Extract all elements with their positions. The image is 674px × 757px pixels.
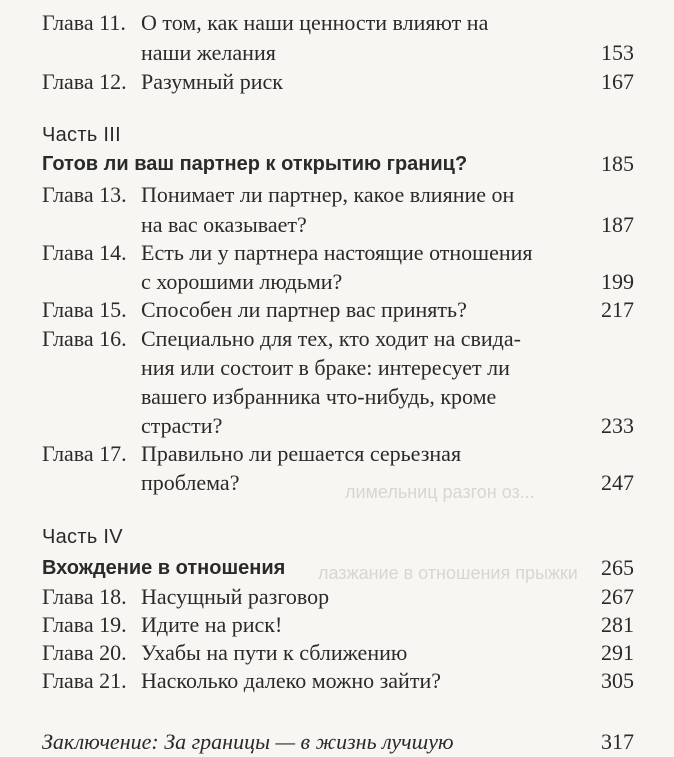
chapter-title: Идите на риск!	[141, 612, 283, 637]
page-number: 265	[601, 555, 634, 580]
toc-entry-ch20[interactable]	[0, 638, 674, 668]
chapter-title: страсти?	[141, 413, 223, 438]
toc-entry-ch16[interactable]	[0, 324, 674, 354]
bleed-through-text: лимельниц разгон оз...	[345, 482, 535, 502]
chapter-label: Глава 13.	[42, 182, 127, 207]
chapter-label: Глава 15.	[42, 297, 127, 322]
toc-entry-ch12[interactable]	[0, 67, 674, 97]
chapter-label: Глава 21.	[42, 668, 127, 693]
chapter-title: вашего избранника что-нибудь, кроме	[141, 384, 497, 409]
toc-entry-ch21[interactable]	[0, 666, 674, 696]
page-number: 291	[601, 640, 634, 665]
toc-entry-part3[interactable]	[0, 149, 674, 179]
toc-entry-ch18[interactable]	[0, 582, 674, 612]
chapter-title: Правильно ли решается серьезная	[141, 441, 462, 466]
toc-entry-ch16-cont[interactable]	[0, 411, 674, 441]
toc-entry-ch17[interactable]	[0, 439, 674, 469]
page-number: 247	[601, 470, 634, 495]
page-number: 185	[601, 151, 634, 176]
part-title: Вхождение в отношения	[42, 557, 286, 579]
page-number: 305	[601, 668, 634, 693]
chapter-title: Есть ли у партнера настоящие отношения	[141, 240, 533, 265]
chapter-title: Понимает ли партнер, какое влияние он	[141, 182, 515, 207]
toc-entry-conclusion[interactable]	[0, 727, 674, 757]
chapter-title: проблема?	[141, 470, 240, 495]
toc-entry-ch11[interactable]	[0, 8, 674, 38]
toc-entry-ch11-cont[interactable]	[0, 38, 674, 68]
toc-entry-ch13-cont[interactable]	[0, 210, 674, 240]
toc-entry-ch15[interactable]	[0, 295, 674, 325]
chapter-title: Специально для тех, кто ходит на свида-	[141, 326, 521, 351]
chapter-title: Способен ли партнер вас принять?	[141, 297, 467, 322]
page-number: 153	[601, 40, 634, 65]
page-number: 317	[601, 729, 634, 754]
chapter-title: с хорошими людьми?	[141, 269, 343, 294]
toc-entry-ch19[interactable]	[0, 610, 674, 640]
part-title: Готов ли ваш партнер к открытию границ?	[42, 153, 468, 175]
chapter-title: ния или состоит в браке: интересует ли	[141, 355, 510, 380]
chapter-label: Глава 12.	[42, 69, 127, 94]
conclusion-title: Заключение: За границы — в жизнь лучшую	[42, 729, 454, 754]
page-number: 167	[601, 69, 634, 94]
chapter-label: Глава 17.	[42, 441, 127, 466]
chapter-title: Ухабы на пути к сближению	[141, 640, 408, 665]
page-number: 281	[601, 612, 634, 637]
chapter-title: на вас оказывает?	[141, 212, 307, 237]
chapter-label: Глава 11.	[42, 10, 126, 35]
part-heading	[0, 120, 674, 150]
part-label: Часть IV	[42, 526, 123, 548]
chapter-title: наши желания	[141, 40, 276, 65]
page-number: 217	[601, 297, 634, 322]
toc-entry-ch16-cont[interactable]	[0, 353, 674, 383]
chapter-label: Глава 16.	[42, 326, 127, 351]
page-number: 267	[601, 584, 634, 609]
toc-entry-ch14-cont[interactable]	[0, 267, 674, 297]
chapter-label: Глава 18.	[42, 584, 127, 609]
chapter-label: Глава 19.	[42, 612, 127, 637]
part-heading	[0, 522, 674, 552]
toc-entry-ch13[interactable]	[0, 180, 674, 210]
chapter-title: Насущный разговор	[141, 584, 330, 609]
chapter-title: Разумный риск	[141, 69, 283, 94]
page-number: 233	[601, 413, 634, 438]
toc-entry-ch16-cont[interactable]	[0, 382, 674, 412]
chapter-label: Глава 14.	[42, 240, 127, 265]
toc-entry-part4[interactable]	[0, 553, 674, 583]
bleed-through-text: лазжание в отношения прыжки	[318, 563, 578, 583]
page-number: 199	[601, 269, 634, 294]
toc-entry-ch17-cont[interactable]	[0, 468, 674, 498]
page-number: 187	[601, 212, 634, 237]
part-label: Часть III	[42, 124, 121, 146]
chapter-label: Глава 20.	[42, 640, 127, 665]
chapter-title: Насколько далеко можно зайти?	[141, 668, 441, 693]
chapter-title: О том, как наши ценности влияют на	[141, 10, 489, 35]
toc-entry-ch14[interactable]	[0, 238, 674, 268]
